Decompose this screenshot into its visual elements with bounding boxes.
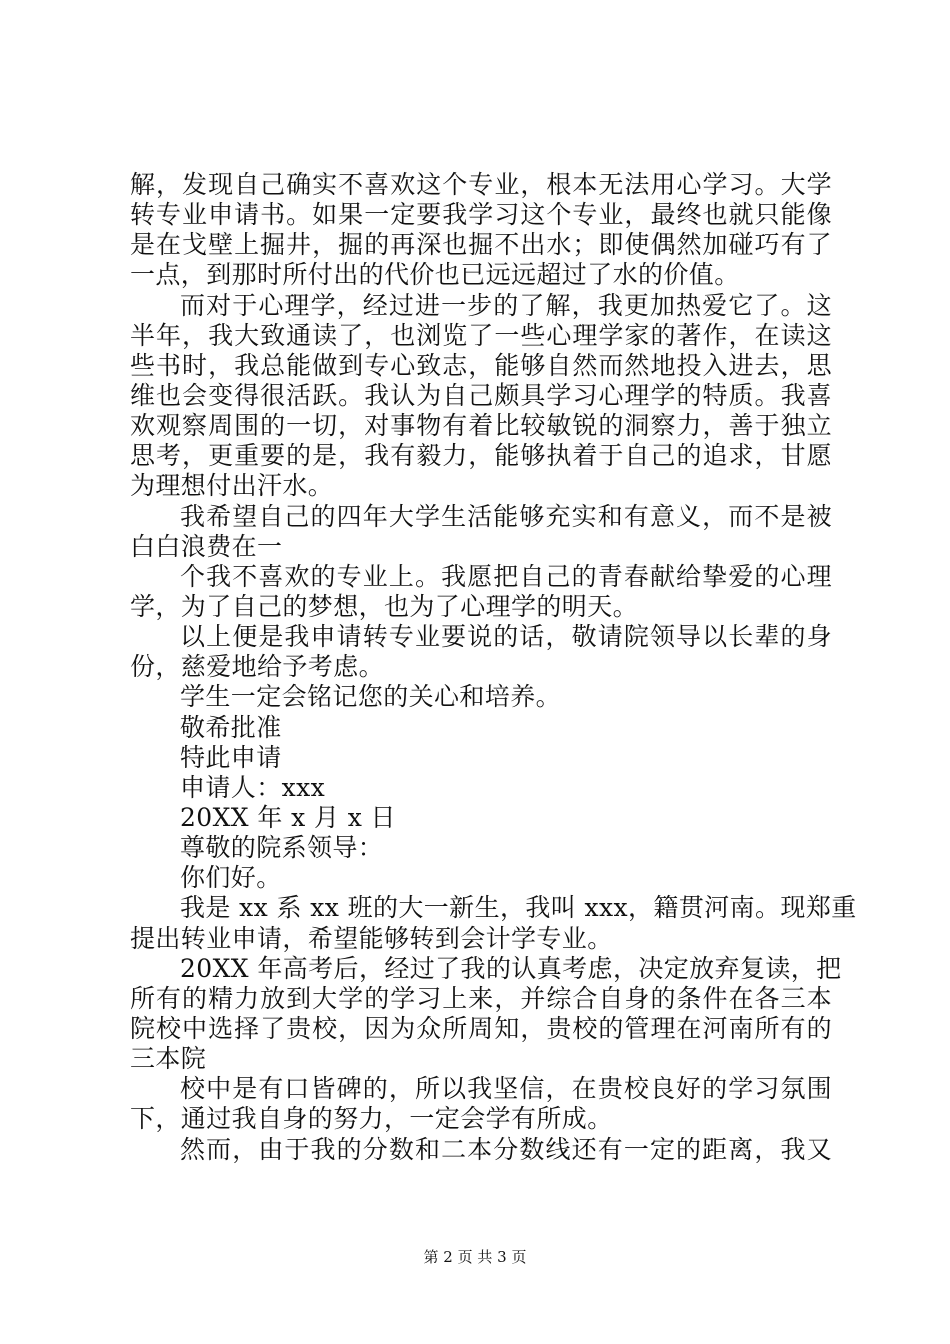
text-line: 维也会变得很活跃。我认为自己颇具学习心理学的特质。我喜 <box>130 380 832 410</box>
text-line: 校中是有口皆碑的，所以我坚信，在贵校良好的学习氛围 <box>180 1074 832 1104</box>
text-line: 特此申请 <box>180 742 282 772</box>
text-line: 申请人：xxx <box>180 772 326 802</box>
text-line: 些书时，我总能做到专心致志，能够自然而然地投入进去，思 <box>130 350 832 380</box>
text-line: 学，为了自己的梦想，也为了心理学的明天。 <box>130 591 639 621</box>
text-line: 我是 xx 系 xx 班的大一新生，我叫 xxx，籍贯河南。现郑重 <box>180 893 857 923</box>
text-line: 以上便是我申请转专业要说的话，敬请院领导以长辈的身 <box>180 622 832 652</box>
text-line: 而对于心理学，经过进一步的了解，我更加热爱它了。这 <box>180 290 832 320</box>
text-line: 思考，更重要的是，我有毅力，能够执着于自己的追求，甘愿 <box>130 441 832 471</box>
text-line: 白白浪费在一 <box>130 531 283 561</box>
text-line: 尊敬的院系领导： <box>180 833 384 863</box>
text-line: 提出转业申请，希望能够转到会计学专业。 <box>130 923 613 953</box>
text-line: 院校中选择了贵校，因为众所周知，贵校的管理在河南所有的 <box>130 1013 832 1043</box>
text-line: 是在戈壁上掘井，掘的再深也掘不出水；即使偶然加碰巧有了 <box>130 230 832 260</box>
document-body <box>130 170 857 1165</box>
text-line: 转专业申请书。如果一定要我学习这个专业，最终也就只能像 <box>130 200 832 230</box>
text-line: 解，发现自己确实不喜欢这个专业，根本无法用心学习。大学 <box>130 170 832 199</box>
text-line: 份，慈爱地给予考虑。 <box>130 652 385 682</box>
text-line: 20XX 年高考后，经过了我的认真考虑，决定放弃复读，把 <box>180 953 842 983</box>
text-line: 个我不喜欢的专业上。我愿把自己的青春献给挚爱的心理 <box>180 561 832 591</box>
text-line: 敬希批准 <box>180 712 282 742</box>
text-line: 一点，到那时所付出的代价也已远远超过了水的价值。 <box>130 260 740 290</box>
text-line: 学生一定会铭记您的关心和培养。 <box>180 682 562 712</box>
text-line: 20XX 年 x 月 x 日 <box>180 802 396 832</box>
text-line: 为理想付出汗水。 <box>130 471 334 501</box>
text-line: 下，通过我自身的努力，一定会学有所成。 <box>130 1104 613 1134</box>
text-line: 所有的精力放到大学的学习上来，并综合自身的条件在各三本 <box>130 983 832 1013</box>
text-line: 三本院 <box>130 1044 207 1074</box>
text-line: 然而，由于我的分数和二本分数线还有一定的距离，我又 <box>180 1134 832 1164</box>
text-line: 你们好。 <box>180 863 282 893</box>
page-footer: 第 2 页 共 3 页 <box>423 1248 527 1266</box>
text-line: 半年，我大致通读了，也浏览了一些心理学家的著作，在读这 <box>130 320 832 350</box>
text-line: 我希望自己的四年大学生活能够充实和有意义，而不是被 <box>180 501 832 531</box>
text-line: 欢观察周围的一切，对事物有着比较敏锐的洞察力，善于独立 <box>130 411 832 441</box>
